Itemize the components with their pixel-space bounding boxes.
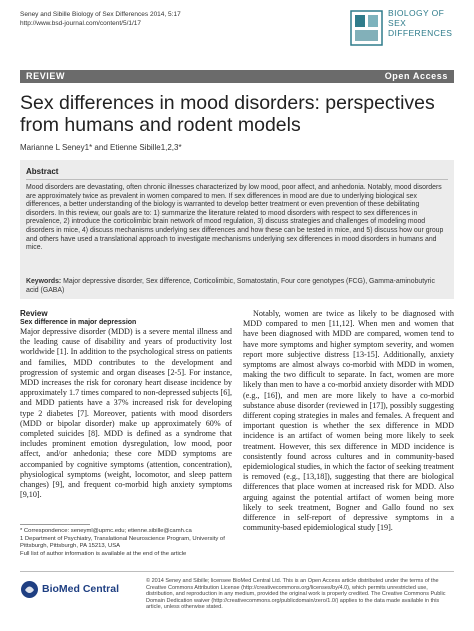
journal-logo bbox=[350, 8, 454, 48]
article-type-banner bbox=[20, 70, 454, 83]
journal-logo-icon bbox=[350, 10, 383, 46]
publisher-name: BioMed Central bbox=[42, 583, 120, 595]
article-title: Sex differences in mood disorders: perspectives from humans and rodent models bbox=[20, 92, 435, 136]
abstract-text: Mood disorders are devastating, often chronic illnesses characterized by low mood, poor affect, and anhedonia. Notably, mood disorders are approximately twice as prevalent in women compared to men. If sex differences in mood are due to underlying biological sex differences, a better understanding of the biology is warranted to develop better treatment or even prevention of these debilitating disorders. In this review, our goals are to: 1) summarize the literature related to mood disorders with respect to sex differences in prevalence, 2) introduce the corticolimbic brain network of mood regulation, 3) discuss strategies and challenges of modeling mood disorders in mice, 4) discuss mechanisms underlying sex differences and how these can be tested in mice, and 5) discuss how our group and others have used a translational approach to investigate mechanisms underlying sex differences in mood disorders in humans and mice. bbox=[26, 184, 444, 252]
abstract-divider bbox=[26, 179, 448, 180]
footer-divider bbox=[20, 571, 454, 572]
footnote-divider bbox=[20, 524, 90, 525]
citation-line: Seney and Sibille Biology of Sex Differences 2014, 5:17 bbox=[20, 11, 181, 18]
left-column bbox=[20, 309, 232, 500]
footnotes bbox=[20, 528, 232, 558]
body-paragraph: Major depressive disorder (MDD) is a severe mental illness and the leading cause of disability and years of productivity lost worldwide [1]. In addition to the psychological stress on patients and families, MDD contributes to the development and progression of systemic and organ diseases [2-5]. For instance, MDD increases the risk for coronary heart disease incidence by approximately 1.7 times compared to non-depressed subjects [6], and MDD patients have a 37% increased risk for developing type 2 diabetes [7]. Moreover, patients with mood disorders (MDD or bipolar disorder) make up approximately 60% of completed suicides [8]. MDD is defined as a syndrome that includes prominent emotion dysregulation, low mood, poor affect, and/or anhedonia; these core MDD symptoms are accompanied by cognitive symptoms (attention, concentration), physiological symptoms (weight, locomotor, and sleep pattern changes) [9], and frequent co-morbid high anxiety symptoms [9,10]. bbox=[20, 327, 232, 500]
author-list: Marianne L Seney1* and Etienne Sibille1,2,3* bbox=[20, 143, 182, 152]
section-heading: Review bbox=[20, 309, 48, 318]
article-type-label: REVIEW bbox=[26, 71, 66, 81]
keywords-text: Major depressive disorder, Sex difference, Corticolimbic, Somatostatin, Four core genotypes (FCG), Gamma-aminobutyric acid (GABA) bbox=[26, 278, 435, 294]
abstract-box bbox=[20, 160, 454, 299]
logo-line-2: SEX bbox=[388, 17, 407, 28]
author-info-note: Full list of author information is available at the end of the article bbox=[20, 550, 187, 557]
subsection-heading: Sex difference in major depression bbox=[20, 319, 137, 326]
publisher-logo bbox=[20, 579, 130, 601]
body-paragraph: Notably, women are twice as likely to be diagnosed with MDD compared to men [11,12]. When men and women that have been diagnosed with MDD are compared, women tend to have more symptoms and higher symptom severity, and women report more subjective distress [13-15]. Additionally, anxiety symptoms are almost always co-morbid with MDD in women, making the two difficult to separate. In fact, women are more likely than men to have a co-morbid anxiety disorder with MDD (e.g., [16]), and men are more likely to have a co-morbid substance abuse disorder (reviewed in [17]), possibly suggesting different coping strategies in males and females. A frequent and important question is whether the sex difference in MDD incidence is an artifact of women being more likely to seek treatment. However, this sex difference in MDD incidence is consistently found across cultures and in community-based epidemiological studies, in which the factor of seeking treatment is removed (e.g., [13,18]), suggesting that there are biological differences that place women at increased risk for MDD. Also arguing against the potential artifact of women being more likely to seek treatment, Bogner and Gallo found no sex difference in self-report of depressive symptoms in a community-based epidemiological study [19]. bbox=[243, 309, 454, 533]
right-column bbox=[243, 309, 454, 533]
affiliation-note: 1 Department of Psychiatry, Translational Neuroscience Program, University of Pittsburgh, Pittsburgh, PA 15213, USA bbox=[20, 535, 225, 550]
correspondence-note: * Correspondence: seneyml@upmc.edu; etienne.sibille@camh.ca bbox=[20, 528, 192, 534]
copyright-notice: © 2014 Seney and Sibille; licensee BioMed Central Ltd. This is an Open Access article distributed under the terms of the Creative Commons Attribution License (http://creativecommons.org/licenses/by/4.0), which permits unrestricted use, distribution, and reproduction in any medium, provided the original work is properly credited. The Creative Commons Public Domain Dedication waiver (http://creativecommons.org/publicdomain/zero/1.0/) applies to the data made available in this article, unless otherwise stated. bbox=[146, 578, 446, 611]
publisher-icon bbox=[20, 580, 39, 599]
logo-line-3: DIFFERENCES bbox=[388, 27, 453, 38]
abstract-heading: Abstract bbox=[26, 167, 59, 176]
keywords-label: Keywords: bbox=[26, 278, 62, 285]
logo-line-1: BIOLOGY OF bbox=[388, 8, 445, 18]
open-access-label: Open Access bbox=[384, 71, 448, 81]
article-url[interactable]: http://www.bsd-journal.com/content/5/1/17 bbox=[20, 19, 142, 27]
keywords bbox=[26, 278, 446, 295]
article-citation bbox=[20, 11, 181, 28]
